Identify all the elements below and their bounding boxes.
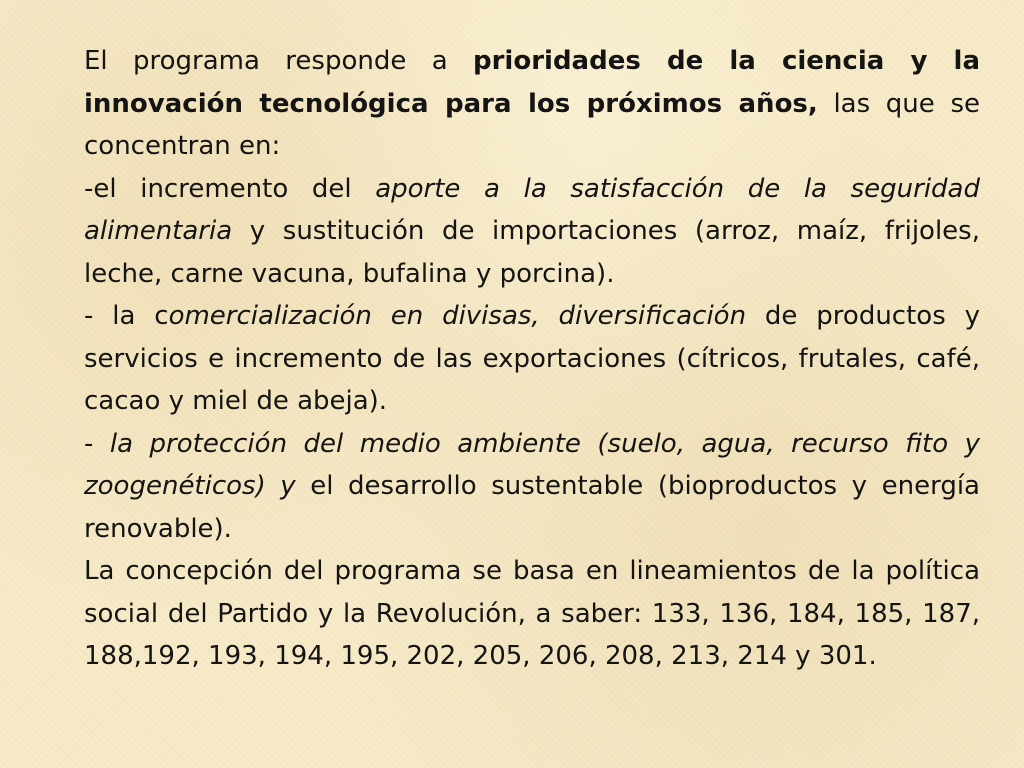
slide-body-text xyxy=(84,40,980,678)
text-run: el desarrollo sustentable (bioproductos y energía renovable). xyxy=(84,471,980,544)
paragraph-program-priorities xyxy=(84,40,980,168)
paragraph-environment xyxy=(84,423,980,551)
text-run: - xyxy=(84,428,110,459)
text-run: -el incremento del xyxy=(84,173,376,204)
paragraph-commercialization xyxy=(84,295,980,423)
italic-text-run: la protección del medio ambiente (suelo, agua, recurso fito y zoogenéticos) y xyxy=(84,428,980,501)
text-run: y sustitución de importaciones (arroz, maíz, frijoles, leche, carne vacuna, bufalina y porcina). xyxy=(84,216,980,289)
text-run: El programa responde a xyxy=(84,46,473,76)
text-run: - la c xyxy=(84,301,169,331)
bold-text-run: prioridades de la ciencia y la innovación tecnológica para los próximos años, xyxy=(84,46,980,119)
text-run: La concepción del programa se basa en lineamientos de la política social del Partido y la Revolución, a saber: 133, 136, 184, 185, 187, 188,192, 193, 194, 195, 202, 205, 206, 208, 213, 214 y 301. xyxy=(84,556,980,671)
italic-text-run: omercialización en divisas, diversificación xyxy=(168,301,747,331)
italic-text-run: aporte a la satisfacción de la seguridad alimentaria xyxy=(84,173,980,246)
text-run: de productos y servicios e incremento de las exportaciones (cítricos, frutales, café, cacao y miel de abeja). xyxy=(84,301,980,416)
text-run: las que se concentran en: xyxy=(84,88,980,161)
paragraph-food-security xyxy=(84,168,980,296)
paragraph-guidelines xyxy=(84,550,980,678)
